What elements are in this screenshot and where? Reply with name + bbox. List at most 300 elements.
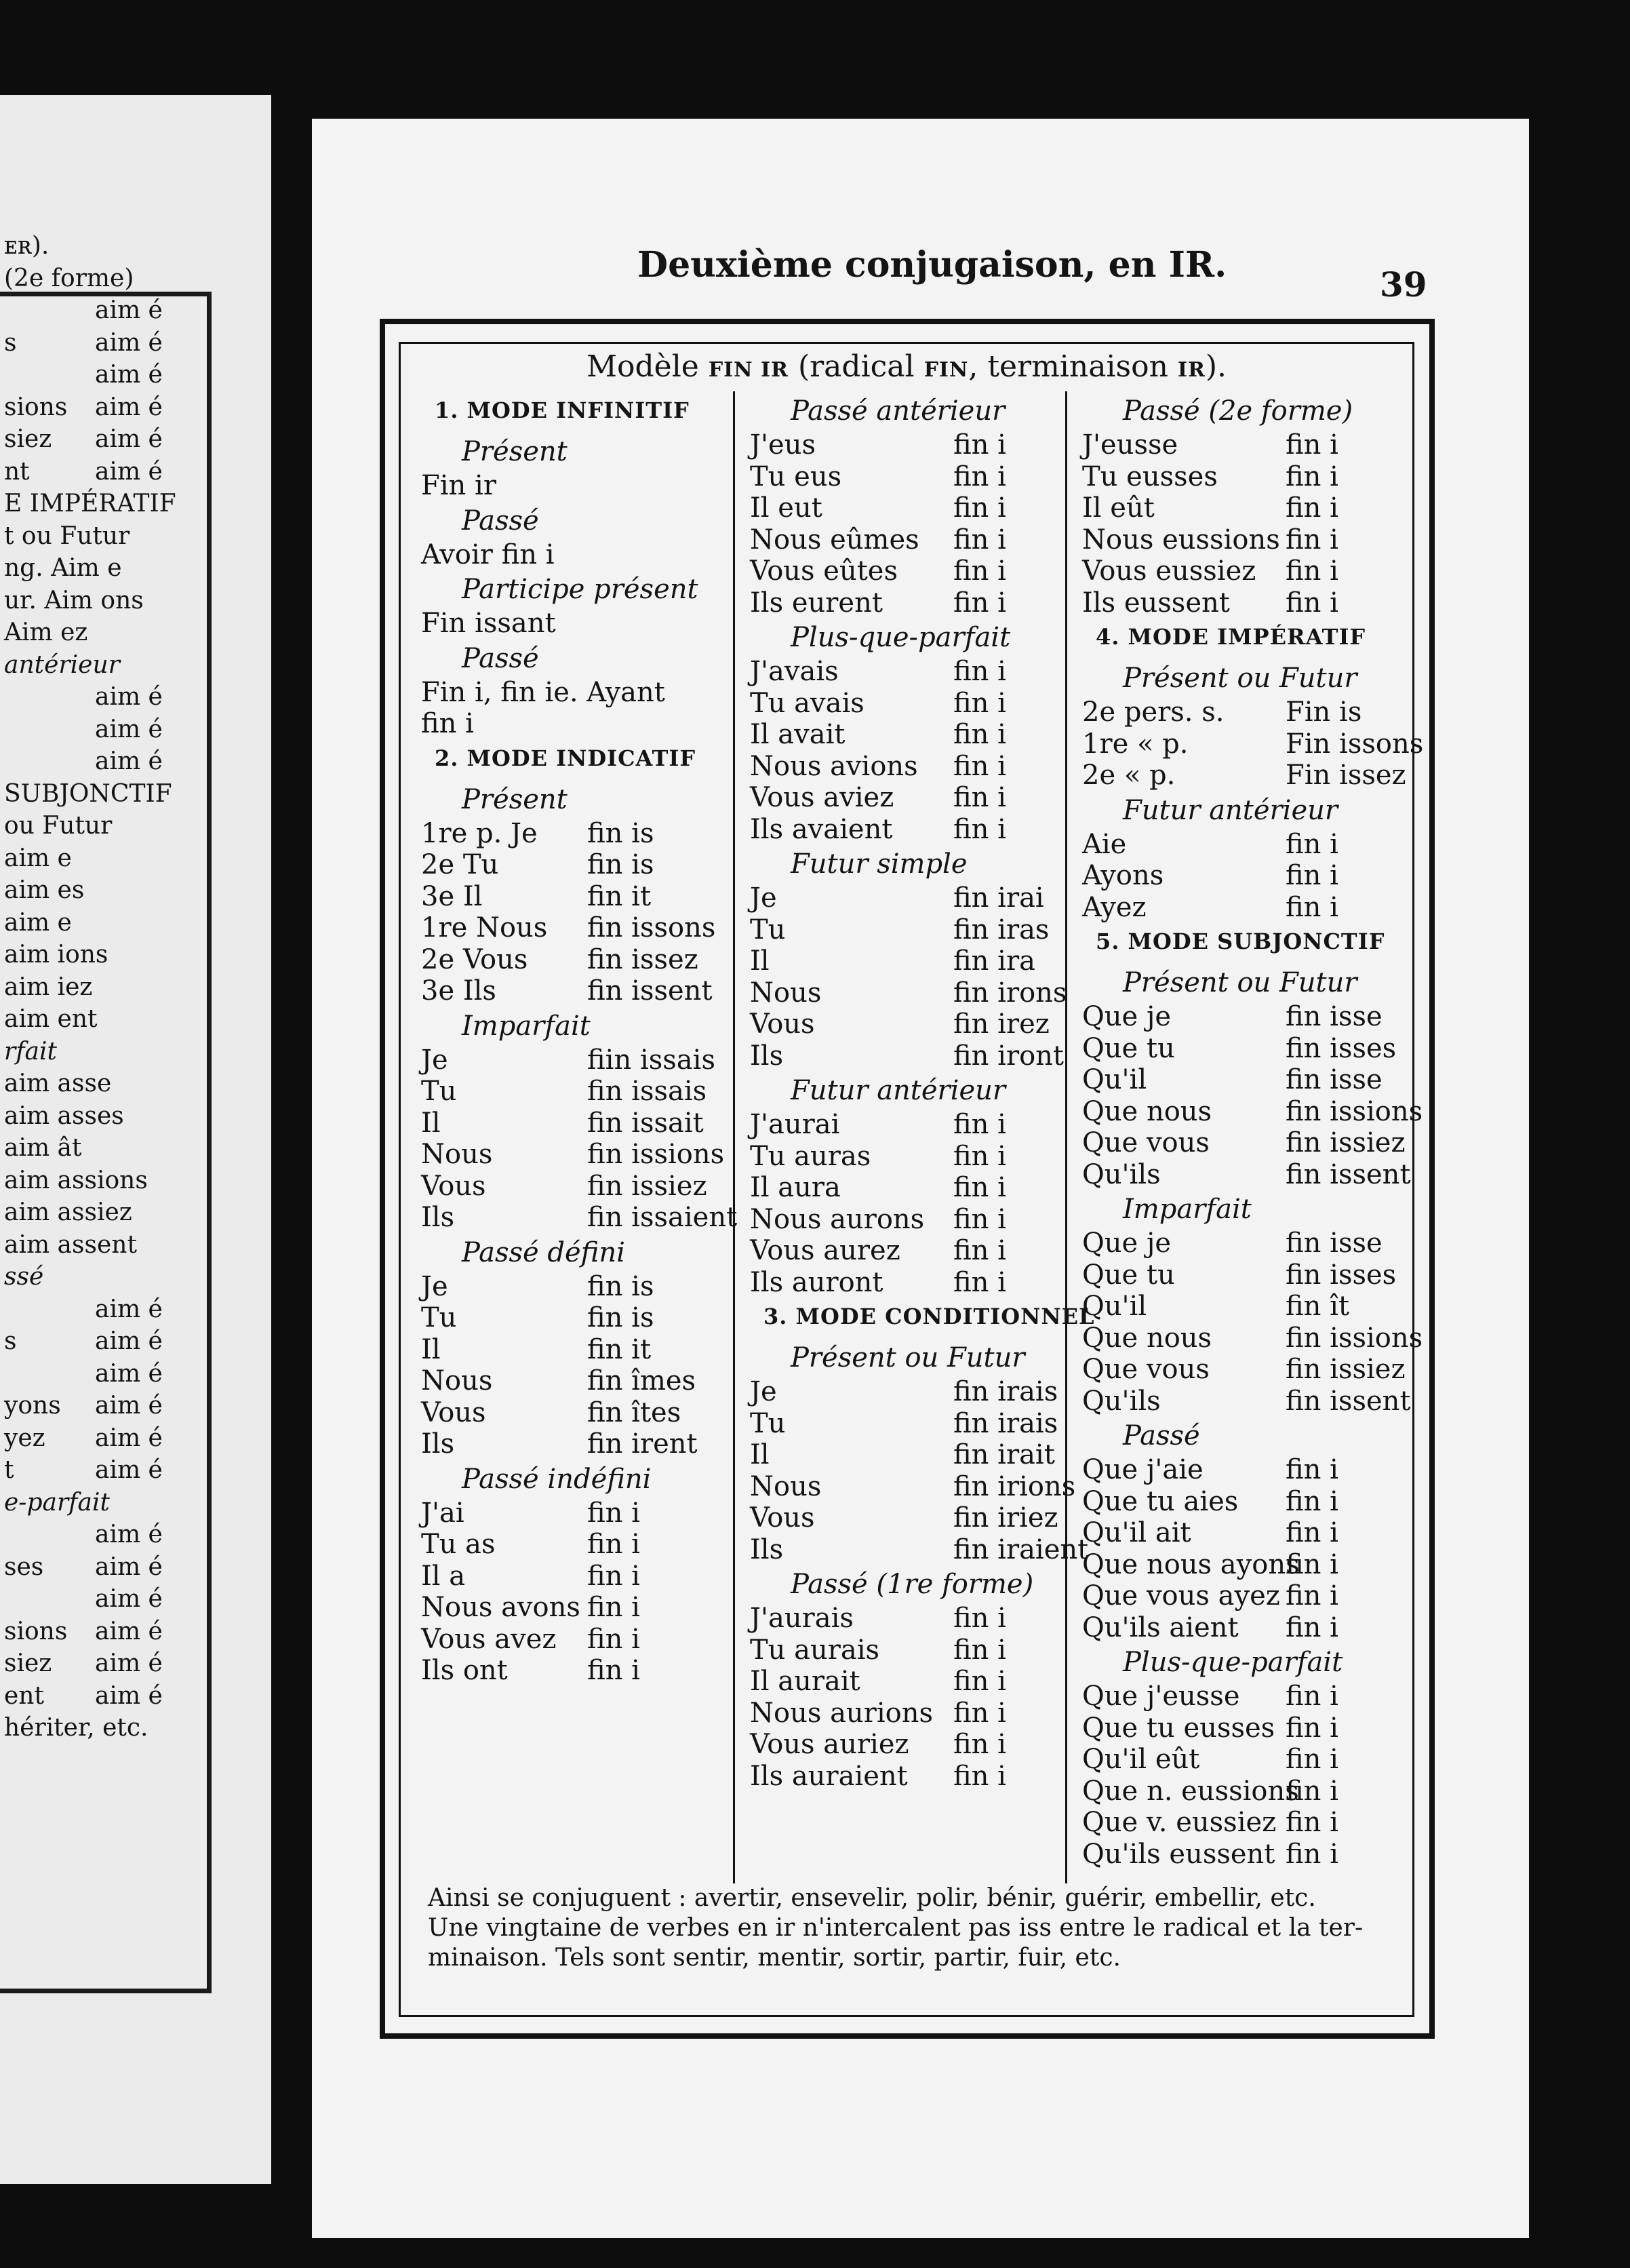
conjugation-row: [1082, 1290, 1401, 1323]
tense-heading: Passé défini: [462, 1236, 625, 1268]
verb-form: fin i: [953, 461, 1006, 492]
pronoun: J'ai: [421, 1497, 464, 1529]
left-line-form: aim é: [95, 1681, 163, 1710]
verb-form: fin is: [587, 817, 654, 849]
left-page-line: [0, 456, 197, 488]
verb-form: fin i: [1286, 1485, 1338, 1517]
left-page-line: [0, 1197, 197, 1228]
verb-form: fin i: [587, 1655, 640, 1686]
left-line-form: aim é: [95, 296, 163, 324]
pronoun: 2e Tu: [421, 849, 499, 880]
left-line-form: aim é: [95, 1456, 163, 1484]
verb-form: fin i: [1286, 555, 1338, 587]
pronoun: Tu: [750, 1407, 786, 1439]
pronoun: Vous auriez: [750, 1729, 909, 1760]
verb-form: fin issions: [1286, 1095, 1423, 1127]
conjugation-row: [421, 1396, 719, 1429]
conjugation-row: [421, 607, 719, 640]
pronoun: Qu'ils: [1082, 1158, 1161, 1190]
pronoun: Vous: [750, 1502, 815, 1533]
pronoun: Fin issant: [421, 608, 556, 639]
conjugation-row: [750, 1140, 1048, 1173]
pronoun: 2e « p.: [1082, 760, 1176, 791]
conjugation-row: [421, 1138, 725, 1171]
conjugation-row: [421, 469, 719, 502]
conjugation-row: [421, 1497, 719, 1529]
pronoun: Qu'ils aient: [1082, 1611, 1239, 1643]
left-page-line: [0, 1262, 197, 1293]
pronoun: Que v. eussiez: [1082, 1807, 1277, 1838]
conjugation-row: [1082, 1548, 1401, 1581]
mode-heading: 1. MODE INFINITIF: [435, 397, 690, 423]
pronoun: Je: [421, 1270, 448, 1302]
verb-form: fin iriez: [953, 1502, 1058, 1533]
left-line-start: aim assent: [4, 1230, 137, 1259]
pronoun: Il eût: [1082, 492, 1155, 524]
left-line-start: siez: [4, 1649, 52, 1677]
verb-form: fin ît: [1286, 1291, 1350, 1322]
pronoun: Que tu: [1082, 1259, 1175, 1291]
pronoun: 3e Il: [421, 880, 483, 912]
conjugation-row: [750, 1439, 1055, 1471]
conjugation-row: [1082, 1838, 1401, 1871]
left-line-start: nt: [4, 457, 30, 486]
pronoun: Que nous ayons: [1082, 1548, 1300, 1580]
conjugation-row: [750, 1634, 1048, 1666]
verb-form: fin is: [587, 849, 654, 880]
conjugation-row: [1082, 555, 1401, 587]
footnote-line-1: Ainsi se conjuguent : avertir, ensevelir, polir, bénir, guérir, embellir, etc.: [428, 1884, 1316, 1912]
verb-form: fin i: [953, 1172, 1006, 1203]
conjugation-row: [750, 1108, 1048, 1141]
pronoun: Que vous: [1082, 1354, 1210, 1385]
pronoun: Il: [421, 1333, 441, 1365]
verb-form: fin issiez: [1286, 1354, 1406, 1385]
verb-form: fin i: [953, 1266, 1006, 1298]
left-page-line: [0, 779, 197, 810]
verb-form: fin i: [1286, 1775, 1338, 1807]
verb-form: fin irons: [953, 977, 1067, 1009]
pronoun: Vous aviez: [750, 782, 894, 813]
left-line-form: aim é: [95, 1424, 163, 1452]
pronoun: Fin ir: [421, 470, 496, 501]
conjugation-row: [1082, 1000, 1401, 1033]
conjugation-row: [421, 1201, 738, 1234]
left-line-start: siez: [4, 425, 52, 453]
pronoun: J'aurais: [750, 1603, 854, 1634]
conjugation-row: [421, 676, 719, 709]
pronoun: Ayez: [1082, 891, 1147, 923]
tense-heading: Plus-que-parfait: [791, 622, 1011, 653]
verb-form: fin issons: [587, 912, 716, 943]
tense-heading: Passé: [462, 642, 539, 674]
pronoun: Ils auraient: [750, 1760, 908, 1792]
left-page-line: [0, 1036, 197, 1068]
verb-form: fin irais: [953, 1407, 1058, 1439]
pronoun: J'eus: [750, 429, 816, 461]
verb-form: fin i: [953, 719, 1006, 750]
pronoun: 1re Nous: [421, 912, 548, 943]
conjugation-row: [421, 943, 719, 976]
mode-heading: 4. MODE IMPÉRATIF: [1096, 624, 1366, 650]
left-line-form: aim é: [95, 1327, 163, 1355]
verb-form: fin i: [953, 1109, 1006, 1140]
verb-form: fin irai: [953, 882, 1044, 914]
left-page-line: [0, 810, 197, 842]
verb-form: Fin issez: [1286, 760, 1406, 791]
left-page-line: [0, 359, 197, 391]
conjugation-row: [1082, 1680, 1401, 1713]
pronoun: Je: [421, 1044, 448, 1076]
left-line-start: aim ât: [4, 1134, 82, 1162]
conjugation-row: [750, 1203, 1048, 1236]
left-page-line: [0, 488, 197, 520]
verb-form: fin i: [1286, 1517, 1338, 1548]
verb-form: fin i: [1286, 1807, 1338, 1838]
left-line-start: antérieur: [4, 650, 120, 679]
conjugation-row: [750, 555, 1048, 587]
conjugation-row: [421, 1654, 719, 1687]
conjugation-row: [421, 1302, 719, 1334]
verb-form: fin i: [587, 1497, 640, 1529]
conjugation-row: [750, 1533, 1089, 1566]
verb-form: fin i: [1286, 587, 1338, 619]
conjugation-row: [421, 1591, 719, 1624]
left-page-line: [0, 521, 197, 552]
conjugation-row: [1082, 1353, 1406, 1386]
pronoun: Fin i, fin ie. Ayant: [421, 676, 665, 708]
conjugation-row: [421, 1528, 719, 1561]
conjugation-table-frame: [380, 319, 1435, 2039]
conjugation-row: [1082, 1775, 1401, 1807]
conjugation-row: [750, 492, 1048, 524]
pronoun: Que nous: [1082, 1095, 1212, 1127]
left-page-line: [0, 972, 197, 1003]
left-page-line: [0, 1101, 197, 1132]
conjugation-row: [750, 1728, 1048, 1761]
left-line-start: aim assiez: [4, 1198, 132, 1226]
tense-heading: Participe présent: [462, 574, 698, 605]
tense-heading: Imparfait: [1123, 1194, 1252, 1225]
left-line-form: aim é: [95, 1617, 163, 1645]
conjugation-row: [1082, 728, 1424, 760]
left-line-start: ssé: [4, 1263, 44, 1291]
pronoun: Ils ont: [421, 1655, 508, 1686]
conjugation-row: [1082, 759, 1406, 791]
conjugation-row: [1082, 492, 1401, 524]
verb-form: fin issent: [1286, 1385, 1411, 1417]
conjugation-row: [421, 1044, 719, 1076]
conjugation-row: [421, 1075, 719, 1108]
conjugation-row: [750, 1697, 1048, 1729]
verb-form: fin i: [1286, 1580, 1338, 1611]
pronoun: Vous eûtes: [750, 555, 898, 587]
tense-heading: Futur simple: [791, 848, 968, 880]
conjugation-row: [1082, 1127, 1406, 1159]
left-line-start: SUBJONCTIF: [4, 779, 172, 808]
pronoun: 3e Ils: [421, 975, 496, 1006]
left-line-start: yons: [4, 1392, 61, 1420]
conjugation-row: [750, 882, 1048, 914]
conjugation-row: [750, 945, 1048, 977]
verb-form: fin i: [1286, 524, 1338, 555]
verb-form: fin isse: [1286, 1001, 1383, 1032]
verb-form: fin i: [953, 429, 1006, 461]
left-line-form: aim é: [95, 361, 163, 389]
conjugation-row: [1082, 696, 1401, 728]
left-line-form: aim é: [95, 1392, 163, 1420]
conjugation-row: [750, 1602, 1048, 1635]
conjugation-row: [421, 848, 719, 881]
conjugation-row: [421, 912, 719, 944]
left-page-line: [0, 1616, 197, 1647]
tense-heading: Passé: [1123, 1420, 1200, 1451]
left-page-line: [0, 1326, 197, 1357]
tense-heading: Présent: [462, 783, 568, 815]
pronoun: Tu eus: [750, 461, 842, 492]
conjugation-row: [421, 1333, 719, 1366]
conjugation-row: [1082, 524, 1401, 556]
pronoun: Ils eussent: [1082, 587, 1230, 619]
left-line-form: aim é: [95, 1585, 163, 1613]
pronoun: Vous eussiez: [1082, 555, 1256, 587]
left-line-start: aim asse: [4, 1070, 112, 1097]
left-line-start: ᴇʀ).: [4, 232, 49, 260]
pronoun: Nous aurons: [750, 1203, 925, 1235]
left-page-line: [0, 875, 197, 906]
verb-form: fin i: [953, 1603, 1006, 1634]
pronoun: Il eut: [750, 492, 822, 524]
conjugation-row: [750, 1266, 1048, 1299]
tense-heading: Futur antérieur: [791, 1075, 1006, 1106]
pronoun: Nous: [750, 1470, 822, 1502]
pronoun: Vous: [421, 1170, 486, 1202]
left-line-start: Aim ez: [4, 619, 88, 646]
left-line-form: aim é: [95, 457, 163, 486]
left-line-start: aim ent: [4, 1005, 98, 1033]
verb-form: Fin is: [1286, 697, 1362, 728]
verb-form: fin i: [1286, 461, 1338, 492]
pronoun: Que j'eusse: [1082, 1681, 1240, 1712]
column-divider: [733, 391, 735, 1883]
conjugation-row: [750, 1375, 1058, 1408]
conjugation-row: [1082, 1322, 1423, 1354]
left-line-form: aim é: [95, 328, 163, 357]
left-line-start: sions: [4, 1617, 68, 1645]
left-line-start: aim ions: [4, 941, 108, 969]
conjugation-row: [1082, 1158, 1411, 1191]
verb-form: fin irent: [587, 1428, 698, 1460]
left-page-line: [0, 1294, 197, 1325]
verb-form: fin i: [953, 1729, 1006, 1760]
pronoun: Il: [750, 1439, 770, 1470]
conjugation-row: [750, 687, 1048, 720]
pronoun: Il avait: [750, 719, 846, 750]
left-page-line: [0, 1552, 197, 1583]
conjugation-row: [750, 1008, 1048, 1040]
left-line-form: aim é: [95, 1295, 163, 1323]
running-head: Deuxième conjugaison, en IR.: [637, 244, 1227, 286]
left-page-fragment: [0, 95, 271, 2184]
conjugation-row: [750, 977, 1067, 1009]
left-line-start: hériter, etc.: [4, 1714, 148, 1742]
verb-form: fin i: [1286, 1548, 1338, 1580]
conjugation-row: [1082, 1806, 1401, 1839]
conjugation-row: [1082, 1032, 1401, 1065]
pronoun: Tu: [750, 914, 786, 945]
tense-heading: Passé (1re forme): [791, 1569, 1034, 1600]
left-line-start: s: [4, 1327, 17, 1355]
left-line-start: aim asses: [4, 1101, 124, 1130]
conjugation-row: [421, 1365, 719, 1397]
left-line-form: aim é: [95, 1521, 163, 1548]
pronoun: Nous eûmes: [750, 524, 919, 555]
left-line-start: aim assions: [4, 1166, 148, 1194]
pronoun: Que j'aie: [1082, 1454, 1204, 1485]
verb-form: fin it: [587, 880, 652, 912]
left-line-start: s: [4, 328, 17, 357]
verb-form: fin îmes: [587, 1365, 696, 1396]
conjugation-row: [750, 1171, 1048, 1204]
pronoun: 2e pers. s.: [1082, 697, 1225, 728]
left-page-line: [0, 1230, 197, 1261]
left-page-line: [0, 1004, 197, 1035]
conjugation-row: [750, 813, 1048, 846]
conjugation-row: [1082, 1743, 1401, 1776]
verb-form: fin isse: [1286, 1064, 1383, 1095]
pronoun: Il: [750, 945, 770, 977]
left-page-line: [0, 1455, 197, 1486]
pronoun: Tu as: [421, 1529, 496, 1560]
left-line-form: aim é: [95, 747, 163, 775]
verb-form: fin issez: [587, 943, 698, 975]
pronoun: Avoir fin i: [421, 539, 555, 570]
pronoun: Nous: [421, 1139, 493, 1170]
verb-form: fin i: [1286, 1454, 1338, 1485]
pronoun: Vous: [421, 1396, 486, 1428]
left-page-line: [0, 1390, 197, 1422]
pronoun: Il aura: [750, 1172, 841, 1203]
left-page-line: [0, 1519, 197, 1550]
conjugation-row: [1082, 1227, 1401, 1259]
conjugation-row: [750, 750, 1048, 783]
conjugation-row: [421, 707, 719, 740]
tense-heading: Passé: [462, 505, 539, 536]
pronoun: Nous: [421, 1365, 493, 1396]
conjugation-row: [421, 1170, 719, 1203]
model-title: Modèle FIN IR (radical FIN, terminaison IR).: [586, 349, 1227, 384]
tense-heading: Imparfait: [462, 1010, 591, 1042]
verb-form: fin i: [953, 687, 1006, 719]
conjugation-row: [421, 1428, 719, 1460]
pronoun: Qu'ils eussent: [1082, 1838, 1275, 1870]
verb-form: fin i: [953, 1760, 1006, 1792]
conjugation-row: [1082, 891, 1401, 924]
conjugation-row: [421, 1560, 719, 1592]
verb-form: fin îtes: [587, 1396, 681, 1428]
pronoun: Il aurait: [750, 1666, 860, 1697]
left-line-form: aim é: [95, 1359, 163, 1388]
verb-form: fin is: [587, 1302, 654, 1333]
verb-form: fin i: [1286, 429, 1338, 461]
verb-form: fin ira: [953, 945, 1035, 977]
verb-form: fin irais: [953, 1376, 1058, 1407]
conjugation-row: [1082, 587, 1401, 619]
left-page-line: [0, 1068, 197, 1099]
verb-form: fin i: [587, 1529, 640, 1560]
conjugation-row: [750, 429, 1048, 461]
verb-form: fin iront: [953, 1040, 1064, 1072]
left-line-form: aim é: [95, 1552, 163, 1581]
pronoun: Que nous: [1082, 1322, 1212, 1354]
verb-form: fin issions: [1286, 1322, 1423, 1354]
footnote: [428, 1883, 1391, 1973]
pronoun: Que tu: [1082, 1032, 1175, 1064]
conjugation-row: [750, 587, 1048, 619]
verb-form: fin it: [587, 1333, 652, 1365]
verb-form: fin i: [953, 813, 1006, 845]
mode-heading: 5. MODE SUBJONCTIF: [1096, 928, 1385, 954]
conjugation-row: [1082, 1453, 1401, 1486]
verb-form: fin iras: [953, 914, 1050, 945]
verb-form: fiin issais: [587, 1044, 715, 1076]
left-line-start: t ou Futur: [4, 522, 130, 550]
left-page-line: [0, 392, 197, 423]
conjugation-row: [750, 524, 1048, 556]
left-line-start: t: [4, 1456, 14, 1484]
pronoun: Que je: [1082, 1001, 1172, 1032]
left-line-start: aim es: [4, 876, 85, 904]
conjugation-row: [750, 655, 1048, 688]
verb-form: fin isses: [1286, 1032, 1397, 1064]
tense-heading: Passé (2e forme): [1123, 395, 1353, 427]
tense-heading: Passé indéfini: [462, 1463, 652, 1495]
pronoun: Je: [750, 1376, 777, 1407]
conjugation-row: [421, 1623, 719, 1656]
pronoun: Tu avais: [750, 687, 864, 719]
verb-form: fin issiez: [587, 1170, 707, 1202]
conjugation-row: [421, 1270, 719, 1303]
verb-form: fin i: [953, 1140, 1006, 1172]
verb-form: fin i: [1286, 1712, 1338, 1744]
left-line-form: aim é: [95, 425, 163, 453]
pronoun: Ils: [421, 1428, 455, 1460]
pronoun: Vous avez: [421, 1623, 557, 1655]
verb-form: fin i: [587, 1623, 640, 1655]
pronoun: J'aurai: [750, 1109, 840, 1140]
pronoun: Qu'ils: [1082, 1385, 1161, 1417]
pronoun: Tu: [421, 1302, 457, 1333]
pronoun: Ils: [421, 1202, 455, 1233]
pronoun: Je: [750, 882, 777, 914]
verb-form: fin i: [1286, 828, 1338, 860]
left-line-form: aim é: [95, 393, 163, 421]
left-line-start: aim iez: [4, 973, 93, 1001]
conjugation-row: [750, 781, 1048, 814]
conjugation-row: [1082, 1063, 1401, 1096]
pronoun: Nous avons: [421, 1592, 580, 1623]
verb-form: fin i: [953, 555, 1006, 587]
conjugation-row: [421, 975, 719, 1007]
left-page-line: [0, 1487, 197, 1519]
pronoun: Ils eurent: [750, 587, 883, 619]
conjugation-row: [750, 1502, 1058, 1534]
mode-heading: 3. MODE CONDITIONNEL: [763, 1304, 1095, 1329]
left-page-line: [0, 843, 197, 874]
conjugation-row: [1082, 1611, 1401, 1644]
conjugation-row: [421, 880, 719, 913]
pronoun: Que vous ayez: [1082, 1580, 1280, 1611]
